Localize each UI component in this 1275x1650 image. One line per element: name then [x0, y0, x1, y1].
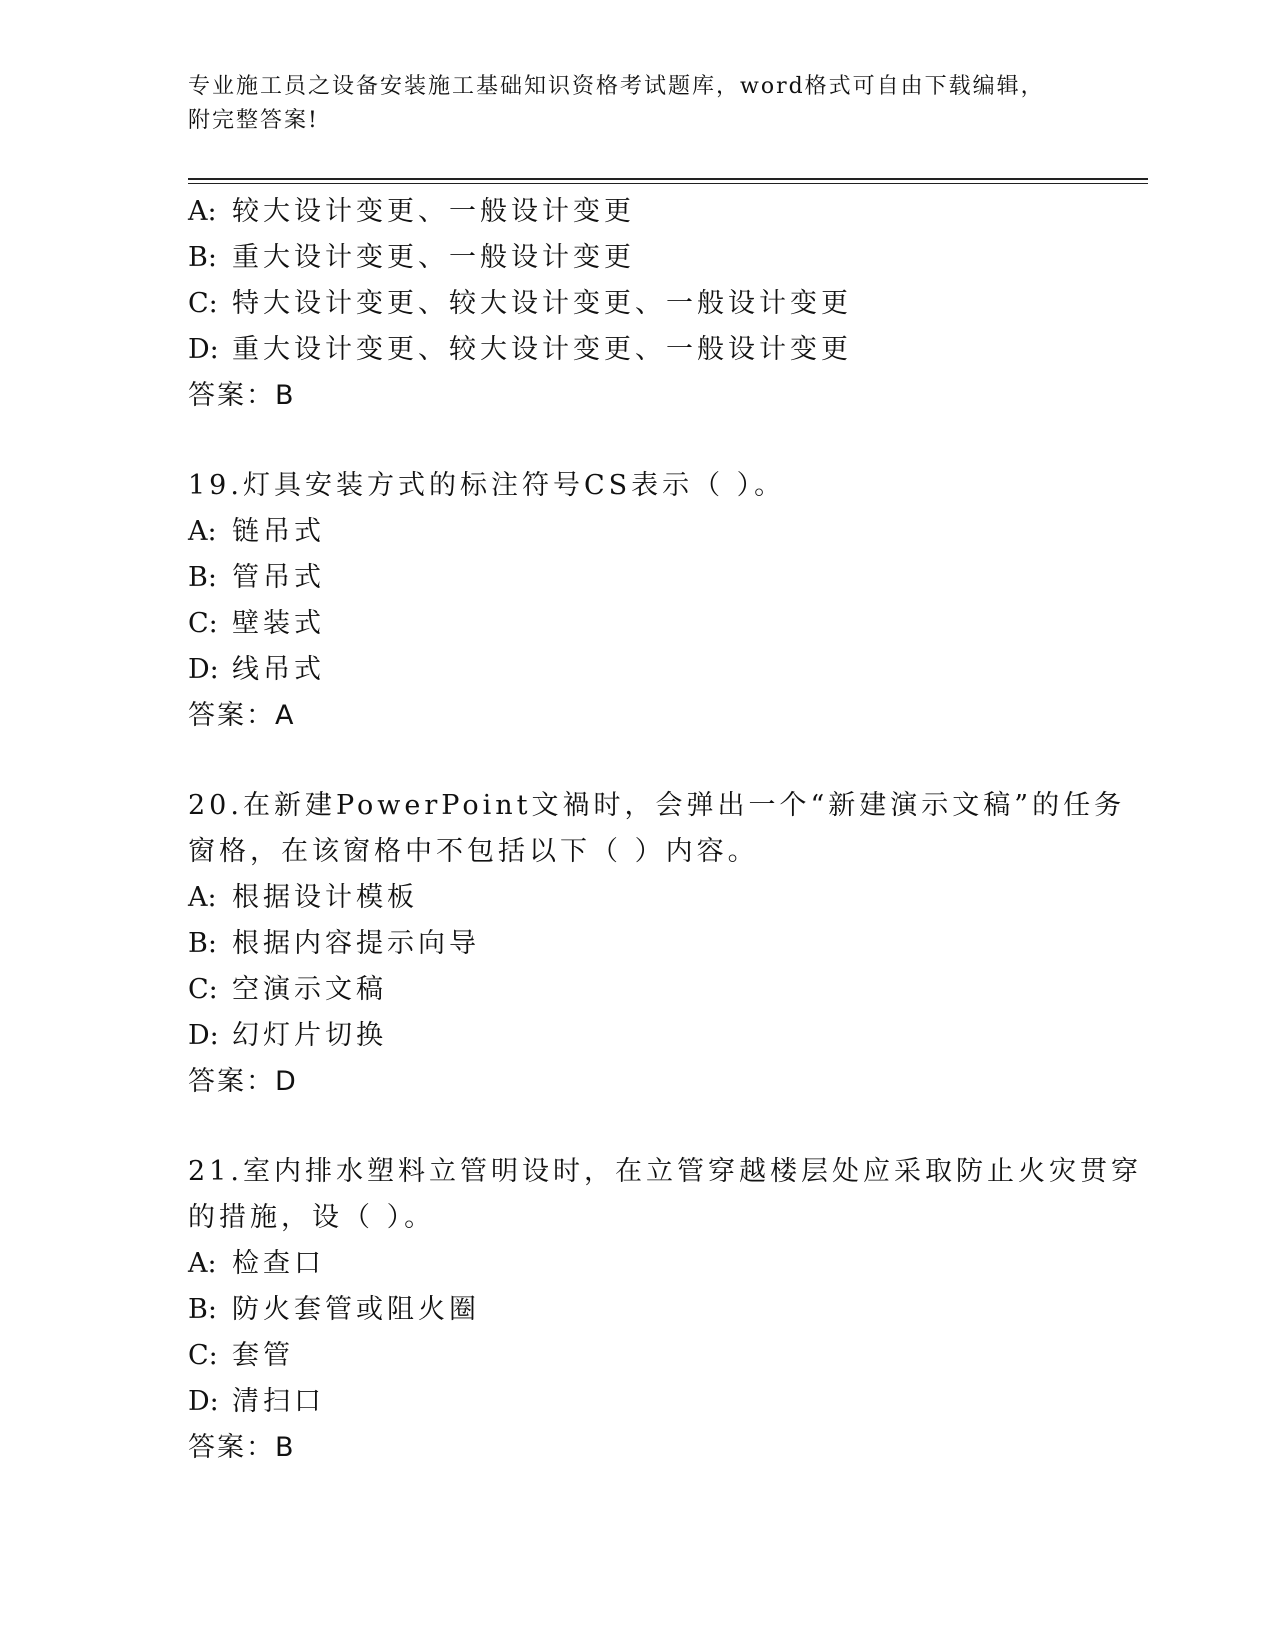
option-letter: B:	[188, 562, 217, 593]
option-a	[188, 509, 1088, 555]
option-letter: C:	[188, 288, 218, 319]
option-letter: B:	[188, 928, 217, 959]
option-text: 根据设计模板	[232, 882, 418, 913]
question-20	[188, 783, 1126, 1105]
option-letter: B:	[188, 242, 217, 273]
option-text: 清扫口	[232, 1386, 325, 1417]
header-divider-thin	[188, 183, 1148, 184]
option-text: 检查口	[232, 1248, 325, 1279]
option-b	[188, 921, 1088, 967]
question-19	[188, 463, 1088, 739]
spacer	[188, 419, 1088, 463]
answer-line: 答案：B	[188, 1432, 296, 1463]
question-text-line-1: 20.在新建PowerPoint文禍时，会弹出一个“新建演示文稿”的任务	[188, 790, 1126, 821]
option-letter: D:	[188, 654, 219, 685]
option-letter: A:	[188, 882, 217, 913]
option-a	[188, 875, 1088, 921]
option-c	[188, 601, 1088, 647]
option-text: 管吊式	[232, 562, 325, 593]
option-text: 特大设计变更、较大设计变更、一般设计变更	[232, 288, 852, 319]
option-letter: B:	[188, 1294, 217, 1325]
option-d	[188, 1379, 1088, 1425]
option-text: 壁装式	[232, 608, 325, 639]
question-18	[188, 189, 1088, 419]
option-letter: D:	[188, 1020, 219, 1051]
option-letter: A:	[188, 196, 217, 227]
option-d	[188, 647, 1088, 693]
option-letter: C:	[188, 608, 218, 639]
option-text: 链吊式	[232, 516, 325, 547]
question-text-line-2: 窗格，在该窗格中不包括以下（ ）内容。	[188, 836, 759, 867]
option-b	[188, 1287, 1088, 1333]
option-c	[188, 967, 1088, 1013]
spacer	[188, 1105, 1088, 1149]
option-text: 防火套管或阻火圈	[232, 1294, 480, 1325]
option-text: 重大设计变更、较大设计变更、一般设计变更	[232, 334, 852, 365]
option-d	[188, 327, 1088, 373]
option-text: 较大设计变更、一般设计变更	[232, 196, 635, 227]
header-divider-thick	[188, 178, 1148, 180]
option-text: 套管	[232, 1340, 294, 1371]
option-a	[188, 189, 1088, 235]
header-line-2: 附完整答案!	[188, 108, 319, 133]
question-21	[188, 1149, 1142, 1471]
option-letter: C:	[188, 974, 218, 1005]
question-list	[188, 189, 1142, 1471]
answer-line: 答案：B	[188, 380, 296, 411]
option-c	[188, 1333, 1088, 1379]
option-letter: A:	[188, 516, 217, 547]
option-letter: D:	[188, 334, 219, 365]
question-text: 19.灯具安装方式的标注符号CS表示（ ）。	[188, 470, 786, 501]
option-text: 空演示文稿	[232, 974, 387, 1005]
option-c	[188, 281, 1088, 327]
header-line-1: 专业施工员之设备安装施工基础知识资格考试题库，word格式可自由下载编辑，	[188, 74, 1045, 99]
question-text-line-1: 21.室内排水塑料立管明设时，在立管穿越楼层处应采取防止火灾贯穿	[188, 1156, 1142, 1187]
option-letter: A:	[188, 1248, 217, 1279]
option-letter: C:	[188, 1340, 218, 1371]
option-text: 幻灯片切换	[232, 1020, 387, 1051]
spacer	[188, 739, 1088, 783]
option-text: 根据内容提示向导	[232, 928, 480, 959]
answer-line: 答案：A	[188, 700, 296, 731]
answer-line: 答案：D	[188, 1066, 298, 1097]
question-text-line-2: 的措施，设（ ）。	[188, 1202, 436, 1233]
option-d	[188, 1013, 1088, 1059]
option-b	[188, 235, 1088, 281]
document-header	[188, 70, 1148, 138]
option-letter: D:	[188, 1386, 219, 1417]
option-text: 重大设计变更、一般设计变更	[232, 242, 635, 273]
option-b	[188, 555, 1088, 601]
option-a	[188, 1241, 1088, 1287]
option-text: 线吊式	[232, 654, 325, 685]
